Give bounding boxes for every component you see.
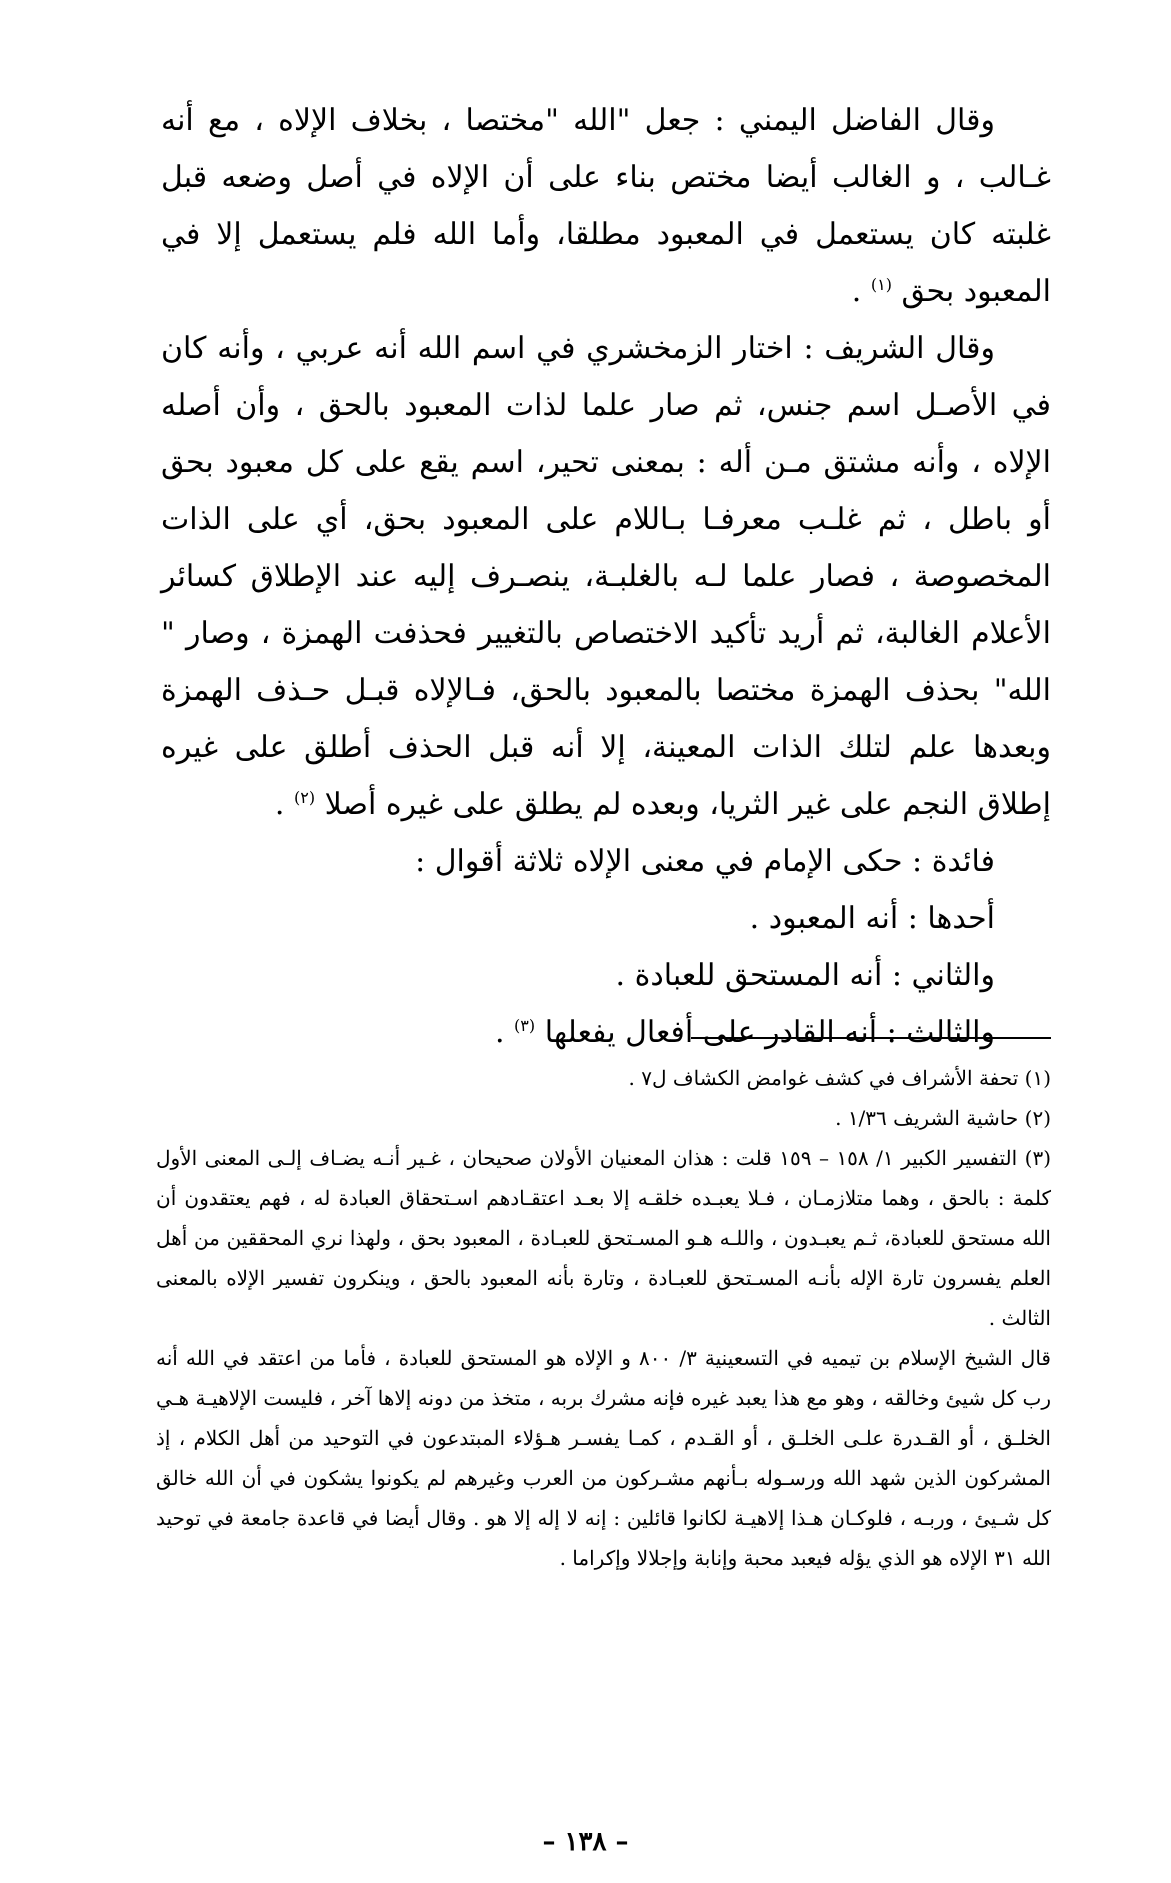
- paragraph-sharif: [161, 320, 1051, 833]
- page-number: – ١٣٨ –: [542, 1827, 629, 1857]
- paragraph-yemeni-scholar: [161, 92, 1051, 320]
- opinion-second: والثاني : أنه المستحق للعبادة .: [615, 958, 995, 993]
- footnote-2: (٢) حاشية الشريف ١/٣٦ .: [835, 1106, 1051, 1130]
- footnote-ref-3: (٣): [514, 1016, 536, 1035]
- main-text: [161, 92, 1051, 1061]
- paragraph-text: وقال الشريف : اختار الزمخشري في اسم الله أنه عربي ، وأنه كان في الأصـل اسم جنس، ثم صار علما لذات المعبود بالحق ، وأن أصله الإلاه ، وأنه مشتق مـن أله : بمعنى تحير، اسم يقع على كل معبود بحق أو باطل ، ثم غلـب معرفـا بـاللام على المعبود بحق، أي على الذات المخصوصة ، فصار علما لـه بالغلبـة، ينصـرف إليه عند الإطلاق كسائر الأعلام الغالبة، ثم أريد تأكيد الاختصاص بالتغيير فحذفت الهمزة ، وصار " الله" بحذف الهمزة مختصا بالمعبود بالحق، فـالإلاه قبـل حـذف الهمزة وبعدها علم لتلك الذات المعينة، إلا أنه قبل الحذف أطلق على غيره إطلاق النجم على غير الثريا، وبعده لم يطلق على غيره أصلا: [161, 331, 1052, 822]
- opinion-third-text: والثالث : أنه القادر على أفعال يفعلها: [544, 1015, 995, 1050]
- footnotes: [156, 1058, 1051, 1578]
- footnote-ref-1: (١): [870, 275, 892, 294]
- footnote-3: (٣) التفسير الكبير ١/ ١٥٨ – ١٥٩ قلت : هذان المعنيان الأولان صحيحان ، غـير أنـه يضـاف إلـى المعنى الأول كلمة : بالحق ، وهما متلازمـان ، فـلا يعبـده خلقـه إلا بعـد اعتقـادهم اسـتحقاق العبادة له ، فهم يعتقدون أن الله مستحق للعبادة، ثـم يعبـدون ، واللـه هـو المسـتحق للعبـادة ، المعبود بحق ، ولهذا نري المحققين من أهل العلم يفسرون تارة الإله بأنـه المسـتحق للعبـادة ، وتارة بأنه المعبود بالحق ، وينكرون تفسير الإلاه بالمعنى الثالث .: [156, 1146, 1051, 1330]
- footnote-ref-2: (٢): [294, 788, 316, 807]
- paragraph-end: .: [274, 787, 285, 822]
- paragraph-end: .: [851, 274, 862, 309]
- opinion-third: [161, 1004, 1051, 1061]
- footnote-1: (١) تحفة الأشراف في كشف غوامض الكشاف ل٧ .: [628, 1066, 1051, 1090]
- footnote-divider: [691, 1037, 1051, 1039]
- footnote-3-continuation: قال الشيخ الإسلام بن تيميه في التسعينية ٣/ ٨٠٠ و الإلاه هو المستحق للعبادة ، فأما من اعتقد في الله أنه رب كل شيئ وخالقه ، وهو مع هذا يعبد غيره فإنه مشرك بربه ، متخذ من دونه إلاها آخر ، فليست الإلاهيـة هـي الخلـق ، أو القـدرة علـى الخلـق ، أو القـدم ، كمـا يفسـر هـؤلاء المبتدعون في التوحيد من أهل الكلام ، إذ المشركون الذين شهد الله ورسـوله بـأنهم مشـركون من العرب وغيرهم لم يكونوا يشكون في أن الله خالق كل شـيئ ، وربـه ، فلوكـان هـذا إلاهيـة لكانوا قائلين : إنه لا إله إلا هو . وقال أيضا في قاعدة جامعة في توحيد الله ٣١ الإلاه هو الذي يؤله فيعبد محبة وإنابة وإجلالا وإكراما .: [156, 1346, 1051, 1570]
- opinion-third-end: .: [494, 1015, 505, 1050]
- opinion-first: أحدها : أنه المعبود .: [749, 901, 995, 936]
- benefit-intro: فائدة : حكى الإمام في معنى الإلاه ثلاثة أقوال :: [415, 844, 995, 879]
- paragraph-text: وقال الفاضل اليمني : جعل "الله "مختصا ، بخلاف الإلاه ، مع أنه غـالب ، و الغالب أيضا مختص بناء على أن الإلاه في أصل وضعه قبل غلبته كان يستعمل في المعبود مطلقا، وأما الله فلم يستعمل إلا في المعبود بحق: [161, 103, 1051, 309]
